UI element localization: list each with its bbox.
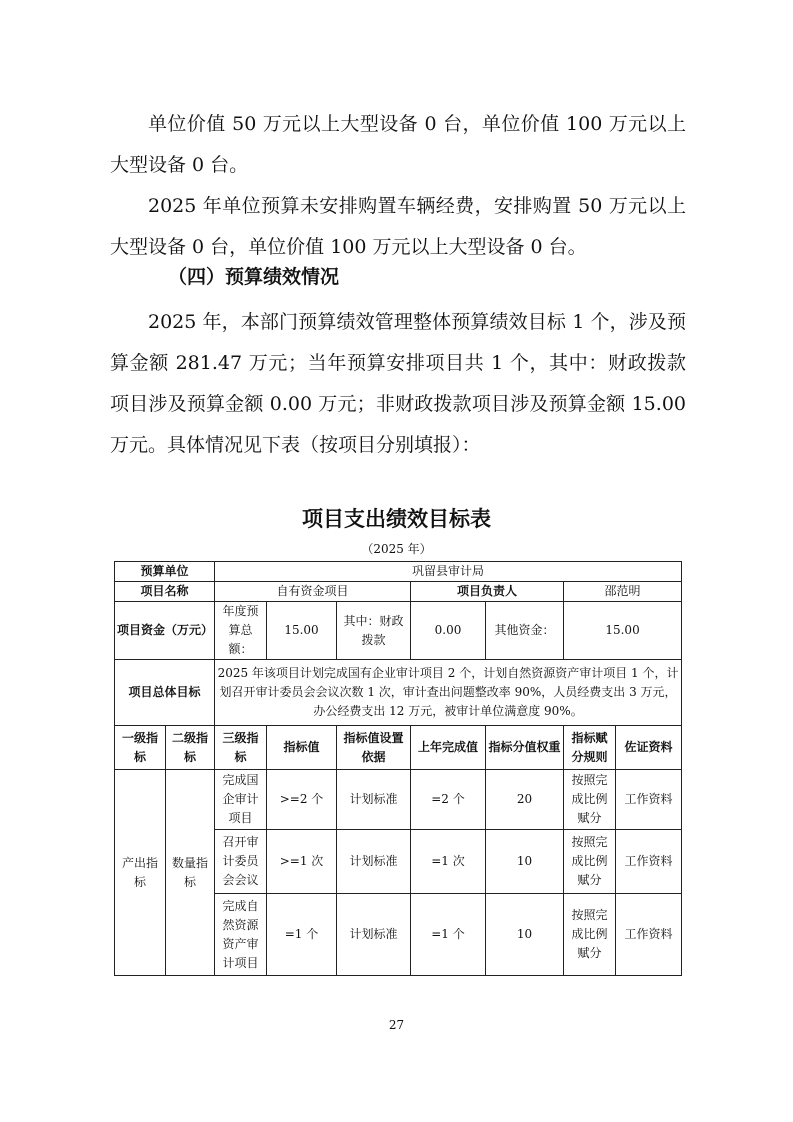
- indicator-basis: 计划标准: [337, 830, 411, 894]
- evidence: 工作资料: [616, 894, 682, 976]
- table-title: 项目支出绩效目标表: [302, 507, 491, 531]
- page-number: 27: [388, 1018, 405, 1032]
- budget-unit-value: 巩留县审计局: [215, 562, 682, 582]
- header-last-year: 上年完成值: [411, 726, 486, 770]
- level2-indicator: 数量指标: [166, 770, 215, 976]
- indicator-value: >=1 次: [267, 830, 337, 894]
- row-indicator-headers: [115, 726, 682, 770]
- table-row: [115, 770, 682, 830]
- other-funds-label: 其他资金：: [486, 602, 564, 660]
- project-leader-value: 邵范明: [564, 582, 682, 602]
- header-rule: 指标赋分规则: [564, 726, 616, 770]
- fiscal-allocation-label: 其中：财政拨款: [337, 602, 411, 660]
- scoring-rule: 按照完成比例赋分: [564, 770, 616, 830]
- paragraph-large-equipment: 单位价值 50 万元以上大型设备 0 台，单位价值 100 万元以上大型设备 0 台。: [110, 113, 686, 176]
- row-project-name: [115, 582, 682, 602]
- annual-budget-label: 年度预算总额：: [215, 602, 267, 660]
- project-leader-label: 项目负责人: [411, 582, 564, 602]
- project-name-label: 项目名称: [115, 582, 215, 602]
- project-funds-label: 项目资金（万元）: [115, 602, 215, 660]
- overall-goal-label: 项目总体目标: [115, 660, 215, 726]
- indicator-basis: 计划标准: [337, 770, 411, 830]
- indicator-weight: 10: [486, 830, 564, 894]
- level3-indicator: 完成国企审计项目: [215, 770, 267, 830]
- indicator-weight: 10: [486, 894, 564, 976]
- level3-indicator: 召开审计委员会会议: [215, 830, 267, 894]
- indicator-basis: 计划标准: [337, 894, 411, 976]
- indicator-value: =1 个: [267, 894, 337, 976]
- header-level1: 一级指标: [115, 726, 166, 770]
- scoring-rule: 按照完成比例赋分: [564, 830, 616, 894]
- performance-table: [114, 561, 682, 976]
- header-level2: 二级指标: [166, 726, 215, 770]
- section-heading: （四）预算绩效情况: [168, 266, 340, 288]
- indicator-weight: 20: [486, 770, 564, 830]
- row-project-funds: [115, 602, 682, 660]
- scoring-rule: 按照完成比例赋分: [564, 894, 616, 976]
- evidence: 工作资料: [616, 770, 682, 830]
- last-year-value: =1 个: [411, 894, 486, 976]
- paragraph-vehicle-budget: 2025 年单位预算未安排购置车辆经费，安排购置 50 万元以上大型设备 0 台，单位价值 100 万元以上大型设备 0 台。: [110, 195, 686, 258]
- header-basis: 指标值设置依据: [337, 726, 411, 770]
- table-year: （2025 年）: [361, 542, 432, 556]
- annual-budget-value: 15.00: [267, 602, 337, 660]
- header-level3: 三级指标: [215, 726, 267, 770]
- last-year-value: =2 个: [411, 770, 486, 830]
- evidence: 工作资料: [616, 830, 682, 894]
- header-weight: 指标分值权重: [486, 726, 564, 770]
- last-year-value: =1 次: [411, 830, 486, 894]
- project-name-value: 自有资金项目: [215, 582, 411, 602]
- level1-indicator: 产出指标: [115, 770, 166, 976]
- indicator-value: >=2 个: [267, 770, 337, 830]
- paragraph-performance: 2025 年，本部门预算绩效管理整体预算绩效目标 1 个，涉及预算金额 281.47 万元；当年预算安排项目共 1 个，其中：财政拨款项目涉及预算金额 0.00 万元；非财政拨款项目涉及预算金额 15.00 万元。具体情况见下表（按项目分别填报）：: [110, 311, 686, 456]
- overall-goal-value: 2025 年该项目计划完成国有企业审计项目 2 个，计划自然资源资产审计项目 1 个，计划召开审计委员会会议次数 1 次，审计查出问题整改率 90%，人员经费支出 3 万元，办公经费支出 12 万元，被审计单位满意度 90%。: [215, 660, 682, 726]
- row-overall-goal: [115, 660, 682, 726]
- fiscal-allocation-value: 0.00: [411, 602, 486, 660]
- budget-unit-label: 预算单位: [115, 562, 215, 582]
- level3-indicator: 完成自然资源资产审计项目: [215, 894, 267, 976]
- header-evidence: 佐证资料: [616, 726, 682, 770]
- header-value: 指标值: [267, 726, 337, 770]
- row-budget-unit: [115, 562, 682, 582]
- other-funds-value: 15.00: [564, 602, 682, 660]
